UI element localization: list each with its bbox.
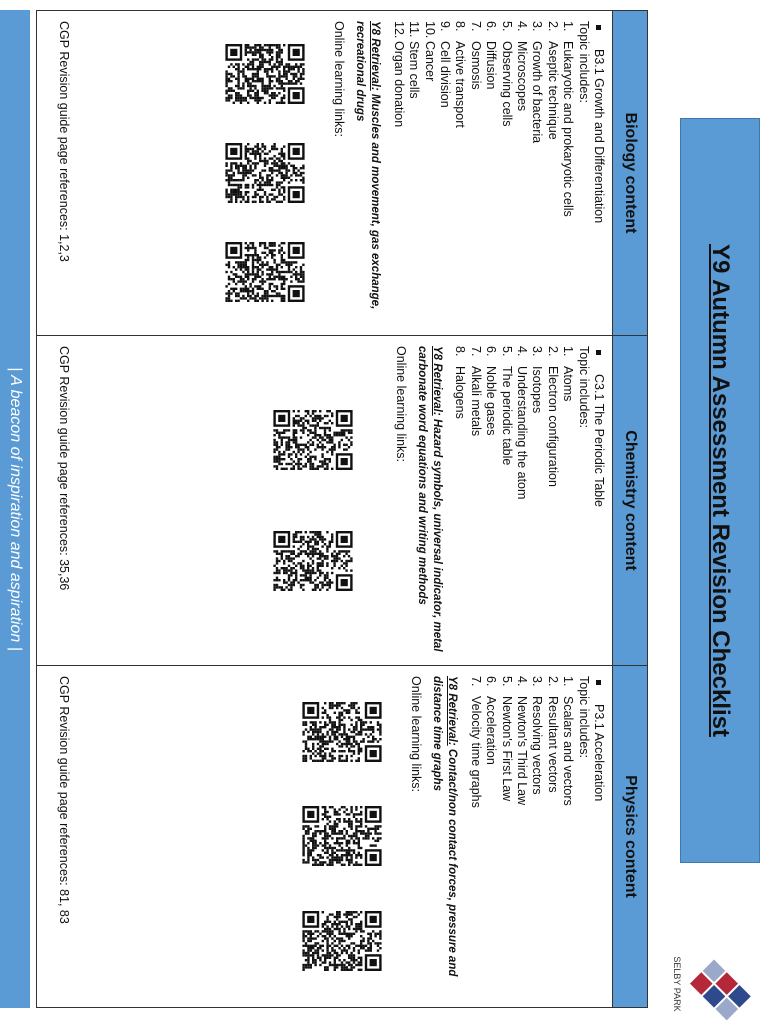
item-text: Isotopes — [530, 366, 545, 414]
item-text: Osmosis — [468, 41, 483, 90]
retrieval-label: Y8 Retrieval: — [446, 676, 459, 746]
online-links-label: Online learning links: — [332, 21, 347, 138]
list-item — [514, 21, 529, 325]
retrieval-note — [429, 676, 459, 997]
item-text: Resolving vectors — [530, 696, 545, 795]
retrieval-label: Y8 Retrieval: — [369, 21, 382, 91]
retrieval-text: Muscles and movement, gas exchange, recreational drugs — [354, 21, 382, 310]
item-text: Active transport — [453, 41, 468, 128]
item-number: 8. — [453, 346, 468, 357]
qr-code-icon[interactable] — [225, 44, 305, 104]
qr-code-icon[interactable] — [273, 531, 353, 591]
cgp-page-references: CGP Revision guide page references: 35,36 — [57, 346, 71, 591]
item-text: Acceleration — [484, 696, 499, 765]
list-item — [498, 676, 513, 997]
item-number: 12. — [391, 21, 406, 39]
item-number: 4. — [514, 21, 529, 32]
list-item — [498, 346, 513, 655]
qr-code-row — [302, 676, 382, 997]
qr-code-icon[interactable] — [273, 410, 353, 470]
item-number: 3. — [530, 676, 545, 687]
item-number: 4. — [514, 346, 529, 357]
item-number: 11. — [407, 21, 422, 38]
chemistry-column — [37, 336, 647, 666]
list-item — [483, 21, 498, 325]
qr-code-icon[interactable] — [302, 911, 382, 971]
unit-line — [591, 676, 606, 997]
bullet-icon — [596, 680, 601, 685]
list-item — [544, 346, 559, 655]
school-motto: | A beacon of inspiration and aspiration | — [7, 367, 24, 651]
retrieval-text: Contact/non contact forces, pressure and distance time graphs — [431, 676, 459, 977]
item-text: Halogens — [453, 366, 468, 419]
retrieval-note — [414, 346, 444, 655]
cgp-page-references: CGP Revision guide page references: 81, 83 — [57, 676, 71, 924]
qr-code-row — [225, 21, 305, 325]
content-table — [36, 10, 648, 1008]
item-number: 1. — [561, 676, 576, 687]
retrieval-note — [352, 21, 382, 325]
item-number: 8. — [453, 21, 468, 32]
unit-title: P3.1 Acceleration — [592, 704, 606, 802]
item-number: 1. — [561, 346, 576, 357]
item-text: Cell division — [437, 41, 452, 108]
item-text: Growth of bacteria — [530, 41, 545, 144]
item-number: 2. — [545, 676, 560, 687]
school-name: SELBY PARK — [672, 956, 682, 1012]
topic-label: Topic includes: — [576, 676, 591, 758]
item-number: 7. — [468, 676, 483, 687]
qr-code-icon[interactable] — [225, 143, 305, 203]
item-number: 5. — [499, 676, 514, 687]
item-text: Electron configuration — [545, 366, 560, 487]
item-number: 6. — [484, 676, 499, 687]
item-number: 9. — [437, 21, 452, 32]
list-item — [529, 676, 544, 997]
item-text: Stem cells — [407, 41, 422, 99]
item-text: Microscopes — [514, 41, 529, 112]
item-text: Newton's Third Law — [514, 696, 529, 806]
online-links-label: Online learning links: — [409, 676, 424, 793]
list-item — [514, 346, 529, 655]
qr-code-icon[interactable] — [302, 702, 382, 762]
unit-title: C3.1 The Periodic Table — [592, 374, 606, 507]
item-number: 4. — [514, 676, 529, 687]
item-number: 5. — [499, 21, 514, 32]
item-number: 3. — [530, 346, 545, 357]
list-item — [390, 21, 405, 325]
topic-list — [390, 21, 575, 325]
item-text: The periodic table — [499, 366, 514, 466]
retrieval-label: Y8 Retrieval: — [430, 346, 443, 416]
list-item — [483, 346, 498, 655]
list-item — [452, 346, 467, 655]
bullet-icon — [596, 350, 601, 355]
retrieval-text: Hazard symbols, universal indicator, metal carbonate word equations and writing methods — [415, 346, 443, 652]
topic-label: Topic includes: — [576, 21, 591, 103]
column-heading: Chemistry content — [612, 336, 647, 665]
item-number: 2. — [545, 346, 560, 357]
list-item — [467, 21, 482, 325]
item-number: 6. — [484, 21, 499, 32]
list-item — [529, 346, 544, 655]
topic-list — [452, 346, 575, 655]
unit-title: B3.1 Growth and Differentiation — [592, 49, 606, 224]
list-item — [452, 21, 467, 325]
qr-code-row — [273, 346, 353, 655]
topic-list — [467, 676, 575, 997]
unit-line — [591, 21, 606, 325]
item-number: 3. — [530, 21, 545, 32]
list-item — [544, 21, 559, 325]
list-item — [544, 676, 559, 997]
item-number: 2. — [545, 21, 560, 32]
item-text: Atoms — [561, 366, 576, 402]
item-number: 5. — [499, 346, 514, 357]
item-text: Velocity time graphs — [468, 696, 483, 808]
list-item — [498, 21, 513, 325]
item-number: 1. — [561, 21, 576, 32]
list-item — [514, 676, 529, 997]
page-title: Y9 Autumn Assessment Revision Checklist — [707, 243, 734, 738]
list-item — [406, 21, 421, 325]
qr-code-icon[interactable] — [302, 806, 382, 866]
item-text: Scalars and vectors — [561, 696, 576, 806]
list-item — [529, 21, 544, 325]
item-number: 7. — [468, 21, 483, 32]
item-text: Cancer — [422, 41, 437, 82]
item-text: Eukaryotic and prokaryotic cells — [561, 41, 576, 217]
list-item — [560, 676, 575, 997]
item-text: Resultant vectors — [545, 696, 560, 793]
item-text: Diffusion — [484, 41, 499, 90]
physics-column — [37, 666, 647, 1007]
column-heading: Physics content — [612, 666, 647, 1007]
topic-label: Topic includes: — [576, 346, 591, 428]
title-banner — [680, 118, 760, 863]
cgp-page-references: CGP Revision guide page references: 1,2,3 — [57, 21, 71, 262]
list-item — [421, 21, 436, 325]
column-heading: Biology content — [612, 11, 647, 335]
item-text: Noble gases — [484, 366, 499, 436]
list-item — [437, 21, 452, 325]
item-number: 10. — [422, 21, 437, 39]
item-text: Observing cells — [499, 41, 514, 127]
list-item — [560, 346, 575, 655]
item-text: Aseptic technique — [545, 41, 560, 140]
list-item — [483, 676, 498, 997]
list-item — [560, 21, 575, 325]
item-number: 7. — [468, 346, 483, 357]
item-text: Alkali metals — [468, 366, 483, 437]
biology-column — [37, 11, 647, 336]
unit-line — [591, 346, 606, 655]
item-text: Understanding the atom — [514, 366, 529, 500]
bullet-icon — [596, 25, 601, 30]
list-item — [467, 346, 482, 655]
qr-code-icon[interactable] — [225, 242, 305, 302]
item-number: 6. — [484, 346, 499, 357]
item-text: Newton's First Law — [499, 696, 514, 802]
footer-banner — [0, 10, 30, 1008]
online-links-label: Online learning links: — [393, 346, 408, 463]
list-item — [467, 676, 482, 997]
item-text: Organ donation — [391, 41, 406, 128]
